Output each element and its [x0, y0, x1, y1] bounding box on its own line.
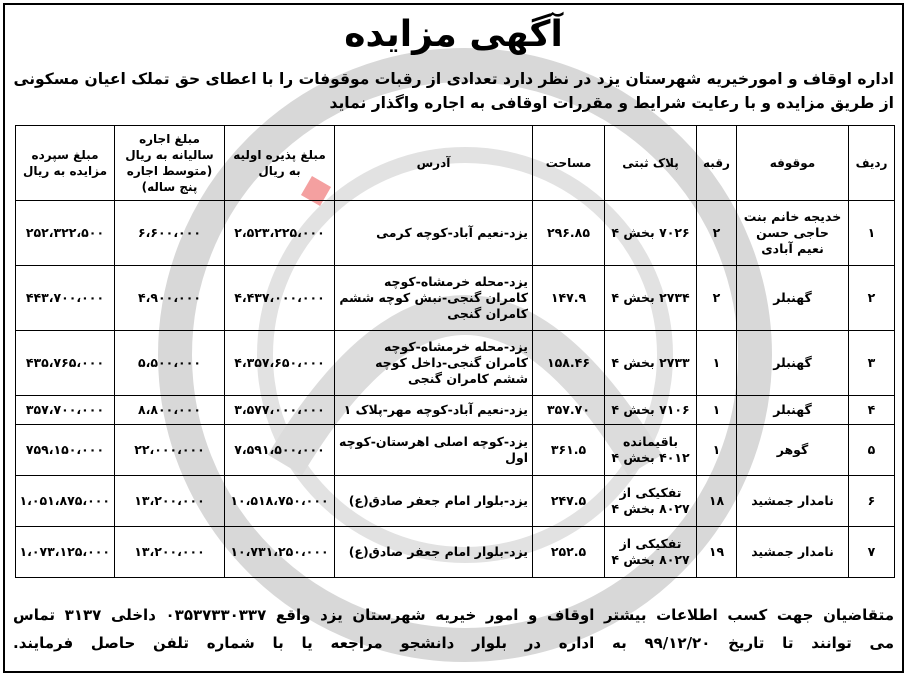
cell-pazire: ۲،۵۲۳،۲۲۵،۰۰۰ — [225, 201, 335, 266]
header-mowqufe: موقوفه — [737, 126, 849, 201]
cell-raqabe: ۱ — [697, 396, 737, 425]
cell-address: یزد-محله خرمشاه-کوچه کامران گنجی-نبش کوچه ششم کامران گنجی — [335, 266, 533, 331]
table-header-row — [16, 126, 895, 201]
cell-row: ۷ — [849, 527, 895, 578]
cell-masahat: ۳۵۷.۷۰ — [533, 396, 605, 425]
header-masahat: مساحت — [533, 126, 605, 201]
cell-address: یزد-نعیم آباد-کوچه کرمی — [335, 201, 533, 266]
cell-mowqufe: نامدار جمشید — [737, 527, 849, 578]
cell-row: ۳ — [849, 331, 895, 396]
header-pelak: پلاک ثبتی — [605, 126, 697, 201]
cell-ejare: ۸،۸۰۰،۰۰۰ — [115, 396, 225, 425]
cell-pazire: ۱۰،۷۳۱،۲۵۰،۰۰۰ — [225, 527, 335, 578]
cell-mowqufe: گوهر — [737, 425, 849, 476]
cell-pelak: ۲۷۳۳ بخش ۴ — [605, 331, 697, 396]
cell-seporde: ۷۵۹،۱۵۰،۰۰۰ — [16, 425, 115, 476]
cell-address: یزد-بلوار امام جعفر صادق(ع) — [335, 527, 533, 578]
cell-mowqufe: گهنبلر — [737, 266, 849, 331]
footer-line-2: می توانند تا تاریخ ۹۹/۱۲/۲۰ به اداره در بلوار دانشجو مراجعه یا با شماره تلفن حاصل فرمایند. — [13, 634, 894, 652]
cell-masahat: ۱۴۷.۹ — [533, 266, 605, 331]
cell-raqabe: ۱ — [697, 425, 737, 476]
table-row — [16, 396, 895, 425]
cell-raqabe: ۱۹ — [697, 527, 737, 578]
cell-raqabe: ۱۸ — [697, 476, 737, 527]
header-row-number: ردیف — [849, 126, 895, 201]
table-row — [16, 527, 895, 578]
cell-ejare: ۲۲،۰۰۰،۰۰۰ — [115, 425, 225, 476]
table-row — [16, 425, 895, 476]
cell-ejare: ۶،۶۰۰،۰۰۰ — [115, 201, 225, 266]
cell-address: یزد-بلوار امام جعفر صادق(ع) — [335, 476, 533, 527]
cell-seporde: ۱،۰۷۳،۱۲۵،۰۰۰ — [16, 527, 115, 578]
cell-mowqufe: خدیجه خانم بنت حاجی حسن نعیم آبادی — [737, 201, 849, 266]
cell-ejare: ۱۳،۲۰۰،۰۰۰ — [115, 527, 225, 578]
intro-paragraph: اداره اوقاف و امورخیریه شهرستان یزد در نظر دارد تعدادی از رقبات موقوفات را با اعطای حق تملک اعیان مسکونی از طریق مزایده و با رعایت شرایط و مقررات اوقافی به اجاره واگذار نماید — [13, 70, 894, 112]
cell-raqabe: ۱ — [697, 331, 737, 396]
table-row — [16, 476, 895, 527]
cell-ejare: ۵،۵۰۰،۰۰۰ — [115, 331, 225, 396]
cell-seporde: ۲۵۲،۳۲۲،۵۰۰ — [16, 201, 115, 266]
cell-pelak: تفکیکی از ۸۰۲۷ بخش ۴ — [605, 476, 697, 527]
cell-seporde: ۴۳۵،۷۶۵،۰۰۰ — [16, 331, 115, 396]
cell-row: ۶ — [849, 476, 895, 527]
header-seporde: مبلغ سپرده مزایده به ریال — [16, 126, 115, 201]
cell-pelak: باقیمانده ۴۰۱۲ بخش ۴ — [605, 425, 697, 476]
cell-mowqufe: گهنبلر — [737, 396, 849, 425]
cell-address: یزد-محله خرمشاه-کوچه کامران گنجی-داخل کوچه ششم کامران گنجی — [335, 331, 533, 396]
cell-masahat: ۲۴۷.۵ — [533, 476, 605, 527]
cell-pazire: ۴،۴۳۷،۰۰۰،۰۰۰ — [225, 266, 335, 331]
cell-mowqufe: گهنبلر — [737, 331, 849, 396]
cell-row: ۱ — [849, 201, 895, 266]
header-address: آدرس — [335, 126, 533, 201]
cell-ejare: ۱۳،۲۰۰،۰۰۰ — [115, 476, 225, 527]
cell-masahat: ۱۵۸.۴۶ — [533, 331, 605, 396]
cell-address: یزد-کوچه اصلی اهرستان-کوچه اول — [335, 425, 533, 476]
cell-raqabe: ۲ — [697, 201, 737, 266]
notice-frame — [3, 3, 904, 673]
header-raqabe: رقبه — [697, 126, 737, 201]
cell-masahat: ۲۹۶.۸۵ — [533, 201, 605, 266]
auction-table — [15, 125, 895, 578]
cell-row: ۵ — [849, 425, 895, 476]
cell-pelak: ۷۱۰۶ بخش ۴ — [605, 396, 697, 425]
cell-pazire: ۷،۵۹۱،۵۰۰،۰۰۰ — [225, 425, 335, 476]
cell-row: ۴ — [849, 396, 895, 425]
table-row — [16, 201, 895, 266]
cell-seporde: ۱،۰۵۱،۸۷۵،۰۰۰ — [16, 476, 115, 527]
header-pazire: مبلغ پذیره اولیه به ریال — [225, 126, 335, 201]
cell-seporde: ۴۴۳،۷۰۰،۰۰۰ — [16, 266, 115, 331]
table-row — [16, 266, 895, 331]
cell-row: ۲ — [849, 266, 895, 331]
cell-raqabe: ۲ — [697, 266, 737, 331]
footer-contact — [13, 601, 894, 657]
cell-address: یزد-نعیم آباد-کوچه مهر-پلاک ۱ — [335, 396, 533, 425]
cell-seporde: ۳۵۷،۷۰۰،۰۰۰ — [16, 396, 115, 425]
cell-pelak: تفکیکی از ۸۰۲۷ بخش ۴ — [605, 527, 697, 578]
cell-masahat: ۲۵۲.۵ — [533, 527, 605, 578]
cell-pazire: ۴،۳۵۷،۶۵۰،۰۰۰ — [225, 331, 335, 396]
page-title: آگهی مزایده — [344, 14, 563, 55]
header-ejare: مبلغ اجاره سالیانه به ریال (متوسط اجاره پنج ساله) — [115, 126, 225, 201]
cell-pazire: ۳،۵۷۷،۰۰۰،۰۰۰ — [225, 396, 335, 425]
table-row — [16, 331, 895, 396]
cell-masahat: ۳۶۱.۵ — [533, 425, 605, 476]
cell-pazire: ۱۰،۵۱۸،۷۵۰،۰۰۰ — [225, 476, 335, 527]
cell-pelak: ۷۰۲۶ بخش ۴ — [605, 201, 697, 266]
cell-ejare: ۴،۹۰۰،۰۰۰ — [115, 266, 225, 331]
cell-mowqufe: نامدار جمشید — [737, 476, 849, 527]
footer-line-1: متقاضیان جهت کسب اطلاعات بیشتر اوقاف و امور خیریه شهرستان یزد واقع ۰۳۵۳۷۳۳۰۳۳۷ داخلی ۳۱۳۷ تماس — [13, 606, 894, 624]
cell-pelak: ۲۷۳۴ بخش ۴ — [605, 266, 697, 331]
